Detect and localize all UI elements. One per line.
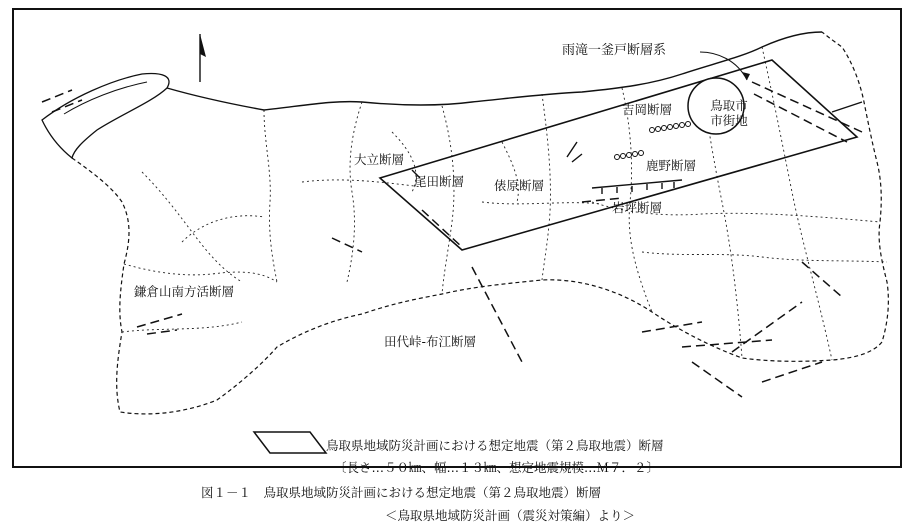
- label-shikano-fault: 鹿野断層: [646, 158, 697, 173]
- figure-caption: 図１－１ 鳥取県地域防災計画における想定地震（第２鳥取地震）断層: [201, 485, 602, 500]
- legend-subtext: 〔長さ…５０㎞、幅…１３㎞、想定地震規模…Ｍ７．２〕: [334, 460, 660, 475]
- label-tashirotoge-fault: 田代峠-布江断層: [384, 334, 477, 349]
- city-label-line2: 市街地: [710, 113, 748, 128]
- prefecture-boundary: [72, 32, 888, 414]
- legend-text: 鳥取県地域防災計画における想定地震（第２鳥取地震）断層: [326, 438, 664, 453]
- map-frame: [12, 8, 902, 475]
- label-tawara-fault: 俵原断層: [494, 178, 545, 193]
- map-canvas: [14, 10, 900, 466]
- label-odachi-fault: 大立断層: [354, 152, 405, 167]
- city-label: [702, 98, 756, 128]
- label-kamakurayama-fault: 鎌倉山南方活断層: [134, 284, 235, 299]
- city-label-line1: 鳥取市: [710, 98, 748, 113]
- legend-symbol: [250, 428, 330, 458]
- peninsula-outline: [42, 74, 169, 158]
- yoshioka-fault-marks: [615, 122, 691, 160]
- label-oda-fault: 尾田断層: [414, 174, 465, 189]
- fault-lines: [42, 82, 862, 397]
- municipal-boundaries: [122, 47, 887, 360]
- north-arrow-icon: [200, 34, 206, 82]
- label-yoshioka-fault: 吉岡断層: [622, 102, 673, 117]
- figure-source: ＜鳥取県地域防災計画（震災対策編）より＞: [385, 508, 636, 523]
- label-amedaki-kamado-fault: 雨滝一釜戸断層系: [562, 43, 667, 58]
- label-iwatsubo-fault: 岩坪断層: [612, 200, 663, 215]
